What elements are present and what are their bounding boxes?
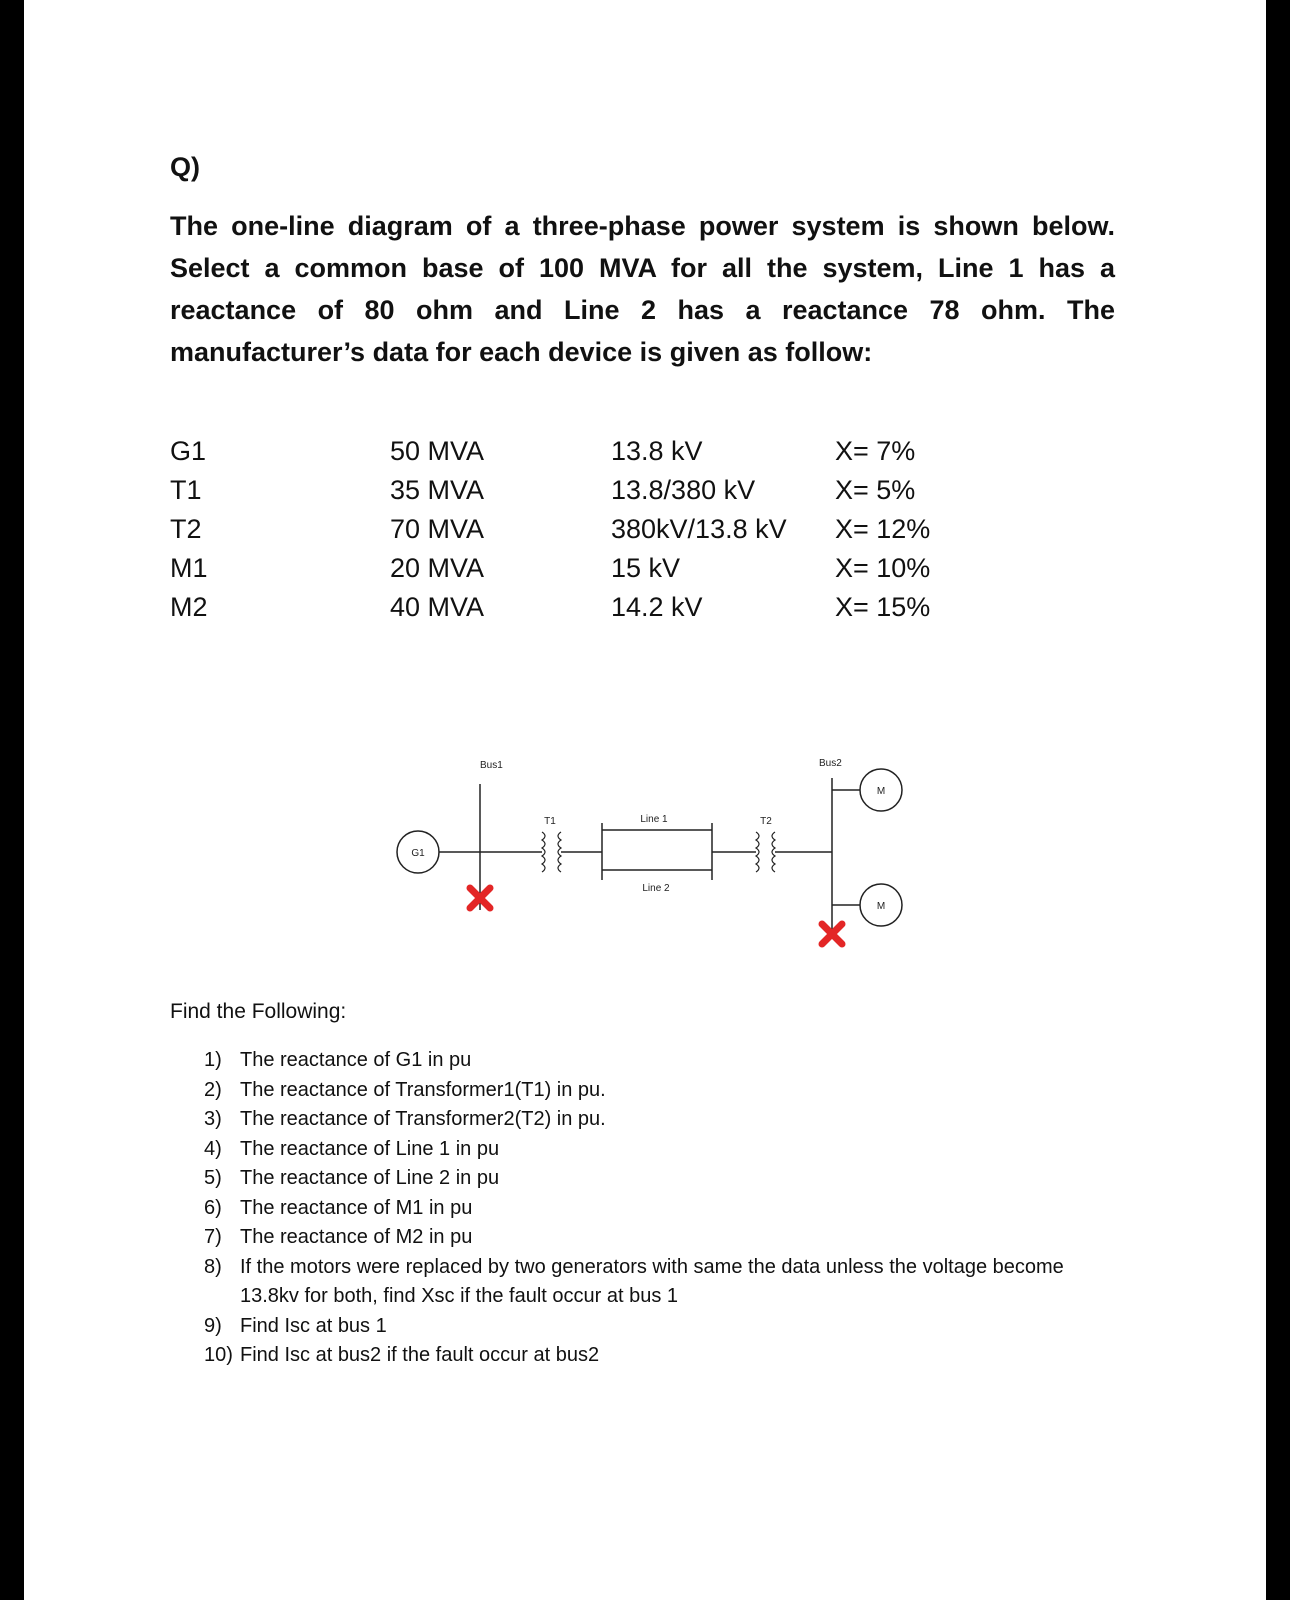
- device-kv: 14.2 kV: [611, 592, 703, 622]
- list-item: 4) The reactance of Line 1 in pu: [204, 1137, 500, 1160]
- list-item: 6) The reactance of M1 in pu: [204, 1196, 473, 1219]
- t1-label: T1: [544, 816, 556, 827]
- motor-bottom-label: M: [876, 901, 886, 912]
- device-name: G1: [170, 436, 207, 466]
- transformer-t1-symbol: [542, 832, 561, 872]
- device-name: M2: [170, 592, 208, 622]
- device-kv: 380kV/13.8 kV: [611, 514, 787, 544]
- g1-label: G1: [411, 848, 425, 859]
- device-mva: 50 MVA: [390, 436, 485, 466]
- device-mva: 40 MVA: [390, 592, 485, 622]
- transformer-t2-symbol: [756, 832, 775, 872]
- device-name: T1: [170, 475, 202, 505]
- device-mva: 70 MVA: [390, 514, 485, 544]
- device-mva: 20 MVA: [390, 553, 485, 583]
- line1-label: Line 1: [640, 814, 668, 825]
- list-item: 3) The reactance of Transformer2(T2) in pu.: [204, 1108, 606, 1130]
- line2-label: Line 2: [642, 883, 670, 894]
- one-line-diagram: [24, 0, 1266, 1000]
- device-reactance: X= 5%: [835, 475, 916, 505]
- bus2-label: Bus2: [819, 758, 842, 769]
- find-heading: Find the Following:: [170, 1000, 347, 1023]
- list-item: 1) The reactance of G1 in pu: [204, 1049, 472, 1071]
- device-name: T2: [170, 514, 202, 544]
- device-reactance: X= 15%: [835, 592, 931, 622]
- device-name: M1: [170, 553, 208, 583]
- document-page: [24, 0, 1266, 1600]
- task-list: [204, 1046, 1104, 1371]
- motor-top-label: M: [876, 786, 886, 797]
- device-reactance: X= 12%: [835, 514, 931, 544]
- device-kv: 13.8/380 kV: [611, 475, 756, 505]
- device-mva: 35 MVA: [390, 475, 485, 505]
- list-item: 10) Find Isc at bus2 if the fault occur at bus2: [204, 1344, 600, 1366]
- device-kv: 13.8 kV: [611, 436, 703, 466]
- list-item: 9) Find Isc at bus 1: [204, 1314, 387, 1337]
- t2-label: T2: [760, 816, 772, 827]
- list-item: 8) If the motors were replaced by two generators with same the data unless the voltage become 13.8kv for both, find Xsc if the fault occur at bus 1: [204, 1255, 1064, 1307]
- list-item: 2) The reactance of Transformer1(T1) in pu.: [204, 1078, 606, 1101]
- list-item: 7) The reactance of M2 in pu: [204, 1226, 473, 1248]
- device-reactance: X= 7%: [835, 436, 916, 466]
- question-label: Q): [170, 152, 200, 182]
- device-kv: 15 kV: [611, 553, 681, 583]
- problem-statement: The one-line diagram of a three-phase power system is shown below. Select a common base of 100 MVA for all the system, Line 1 has a reactance of 80 ohm and Line 2 has a reactance 78 ohm. The manufacturer’s data for each device is given as follow:: [170, 211, 1115, 367]
- bus1-label: Bus1: [480, 760, 503, 771]
- device-reactance: X= 10%: [835, 553, 931, 583]
- list-item: 5) The reactance of Line 2 in pu: [204, 1167, 500, 1189]
